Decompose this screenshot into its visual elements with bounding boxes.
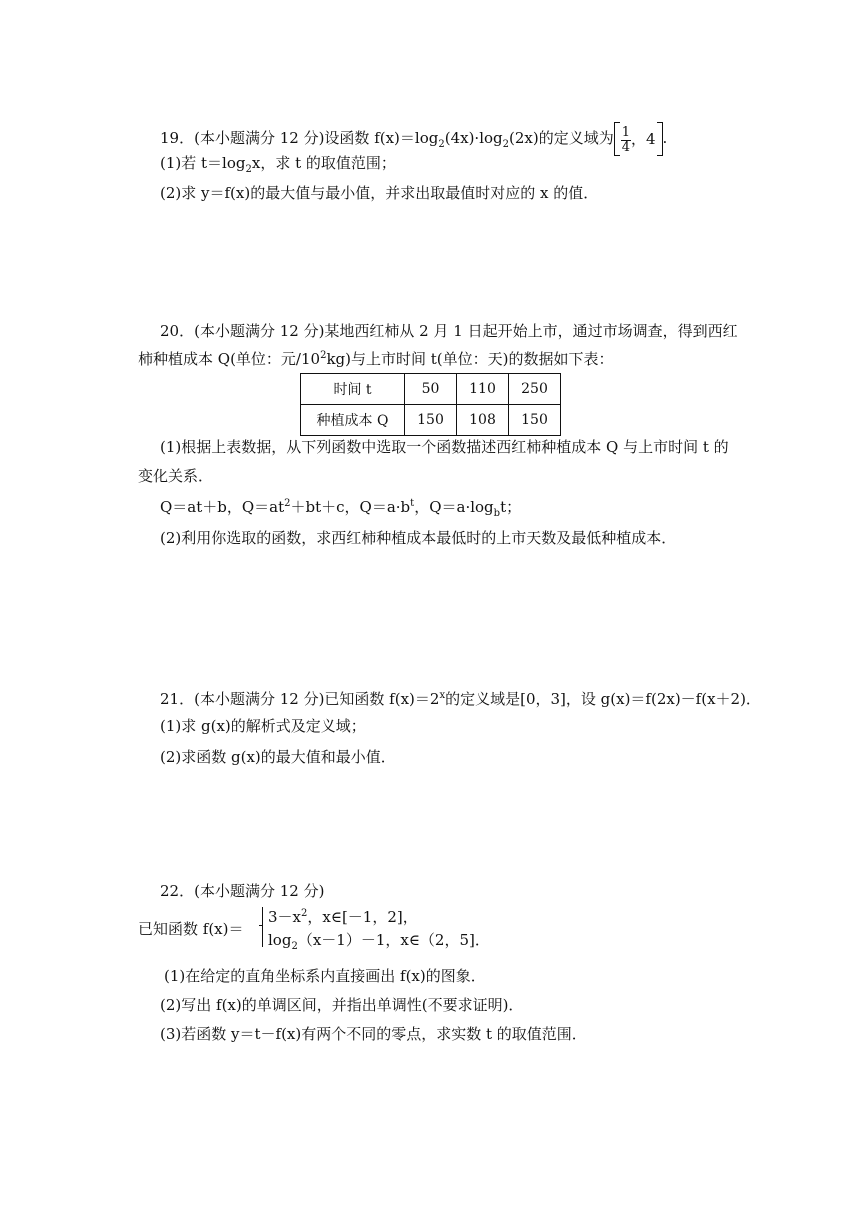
q20-part1-cont: 变化关系． — [138, 467, 214, 485]
q22-part1: (1)在给定的直角坐标系内直接画出 f(x)的图象． — [164, 967, 486, 985]
q21-part1: (1)求 g(x)的解析式及定义域； — [160, 717, 366, 735]
table-row — [301, 374, 561, 405]
table-cell: 110 — [457, 374, 509, 405]
q20-part1: (1)根据上表数据，从下列函数中选取一个函数描述西红柿种植成本 Q 与上市时间 t 的 — [160, 438, 729, 456]
q22-part3: (3)若函数 y＝t－f(x)有两个不同的零点，求实数 t 的取值范围． — [160, 1025, 587, 1043]
q20-part2: (2)利用你选取的函数，求西红柿种植成本最低时的上市天数及最低种植成本． — [160, 529, 677, 547]
q22-case1: $3-x^2$，x∈[－1，2]， — [268, 908, 418, 926]
q19-part1: (1)若 $t=\log_2x$，求 t 的取值范围； — [160, 154, 396, 175]
q21-part2: (2)求函数 g(x)的最大值和最小值． — [160, 748, 396, 766]
table-cell: 150 — [509, 405, 561, 436]
q22-part2: (2)写出 f(x)的单调区间，并指出单调性(不要求证明)． — [160, 996, 524, 1014]
q19-part2: (2)求 y＝f(x)的最大值与最小值，并求出取最值时对应的 x 的值． — [160, 184, 599, 202]
q22-lead: 已知函数 f(x)＝ — [138, 920, 244, 938]
table-cell: 150 — [405, 405, 457, 436]
q22-title: 22．(本小题满分 12 分) — [160, 882, 325, 900]
q22-case2: $\log_2(x-1)-1$，x∈（2，5]． — [268, 931, 490, 952]
q21-title: 21．(本小题满分 12 分)已知函数 $f(x)=2^x$的定义域是[0，3]，设 g(x)＝f(2x)－f(x＋2)． — [160, 690, 761, 708]
table-header-cost: 种植成本 Q — [301, 405, 405, 436]
table-cell: 108 — [457, 405, 509, 436]
q20-functions: Q＝at＋b，$Q=at^2+bt+c$，$Q=a\cdot b^t$，$Q=a\cdot\log_bt$； — [160, 498, 522, 519]
table-header-time: 时间 t — [301, 374, 405, 405]
interval-bracket: $\frac{1}{4}$ ，4 — [614, 122, 663, 156]
q20-title: 20．(本小题满分 12 分)某地西红柿从 2 月 1 日起开始上市，通过市场调查，得到西红 — [160, 322, 738, 340]
q19-title: 19．(本小题满分 12 分)设函数 $f(x)=\log_2(4x)\cdot\log_2(2x)$的定义域为 $\frac{1}{4}$ ，4 . — [160, 122, 667, 156]
q20-title-cont: 柿种植成本 Q(单位：元$/10^2kg$)与上市时间 t(单位：天)的数据如下表： — [138, 350, 614, 368]
table-row — [301, 405, 561, 436]
fraction-one-quarter: $\frac{1}{4}$ — [621, 124, 630, 155]
table-cell: 250 — [509, 374, 561, 405]
data-table — [300, 373, 561, 436]
table-cell: 50 — [405, 374, 457, 405]
